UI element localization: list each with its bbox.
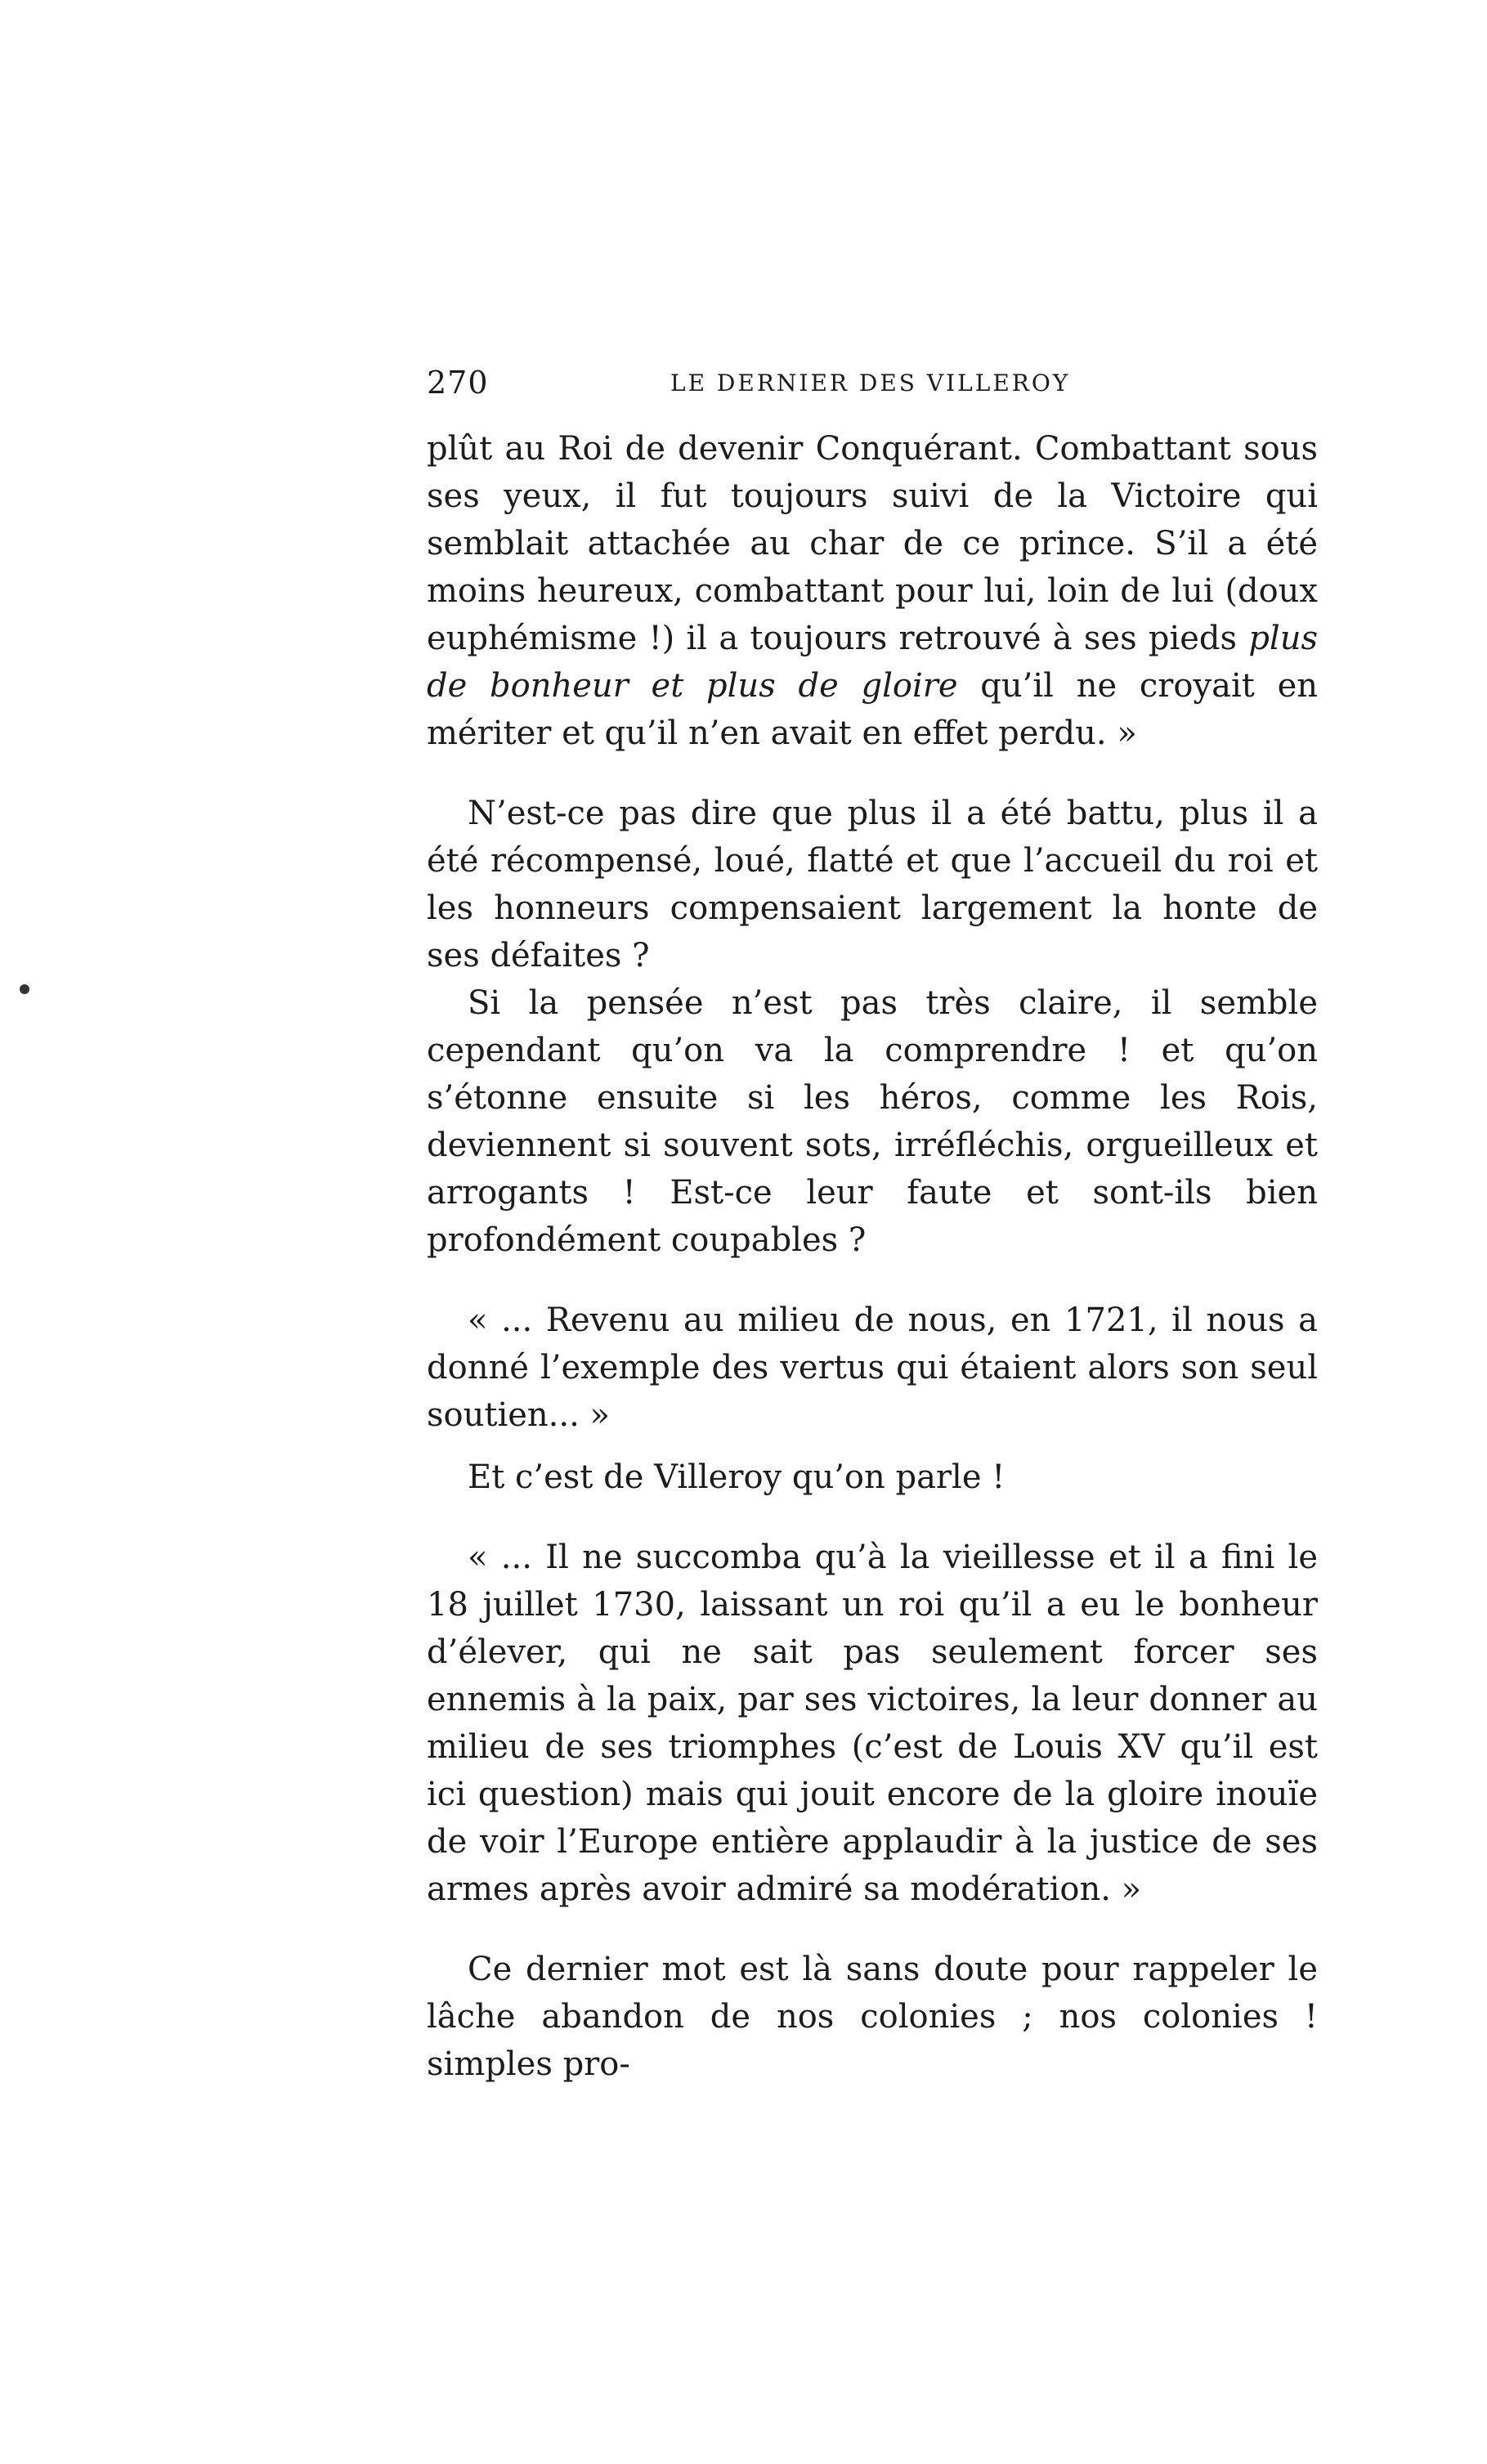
paragraph-5: Et c’est de Villeroy qu’on parle !: [468, 1458, 1006, 1496]
paragraph-1-after: qu’il ne croyait en mériter et qu’il n’en avait en effet perdu. »: [427, 667, 1318, 752]
running-head: LE DERNIER DES VILLEROY: [670, 370, 1071, 396]
paragraph-1-text: plût au Roi de devenir Conquérant. Combattant sous ses yeux, il fut toujours suivi de la Victoire qui semblait attachée au char de ce prince. S’il a été moins heureux, combattant pour lui, loin de lui (doux euphémisme !) il a toujours retrouvé à ses pieds: [427, 430, 1318, 657]
margin-speck: [20, 984, 29, 994]
paragraph-4-quote: « ... Revenu au milieu de nous, en 1721, il nous a donné l’exemple des vertus qui étaient alors son seul soutien... »: [427, 1301, 1318, 1434]
body-text: [427, 425, 1318, 2088]
paragraph-2: N’est-ce pas dire que plus il a été battu, plus il a été récompensé, loué, flatté et que l’accueil du roi et les honneurs compensaient largement la honte de ses défaites ?: [427, 795, 1318, 974]
page-number: 270: [427, 365, 489, 401]
paragraph-7: Ce dernier mot est là sans doute pour rappeler le lâche abandon de nos colonies ; nos colonies ! simples pro-: [427, 1951, 1318, 2083]
paragraph-3: Si la pensée n’est pas très claire, il semble cependant qu’on va la comprendre ! et qu’on s’étonne ensuite si les héros, comme les Rois, deviennent si souvent sots, irréfléchis, orgueilleux et arrogants ! Est-ce leur faute et sont-ils bien profondément coupables ?: [427, 984, 1318, 1259]
paragraph-1: [427, 425, 1318, 757]
page-header: [427, 365, 1318, 414]
paragraph-6-quote: « ... Il ne succomba qu’à la vieillesse et il a fini le 18 juillet 1730, laissant un roi qu’il a eu le bonheur d’élever, qui ne sait pas seulement forcer ses ennemis à la paix, par ses victoires, la leur donner au milieu de ses triomphes (c’est de Louis XV qu’il est ici question) mais qui jouit encore de la gloire inouïe de voir l’Europe entière applaudir à la justice de ses armes après avoir admiré sa modération. »: [427, 1539, 1318, 1908]
paragraph-1-italic: plus de bonheur et plus de gloire: [427, 620, 1318, 705]
